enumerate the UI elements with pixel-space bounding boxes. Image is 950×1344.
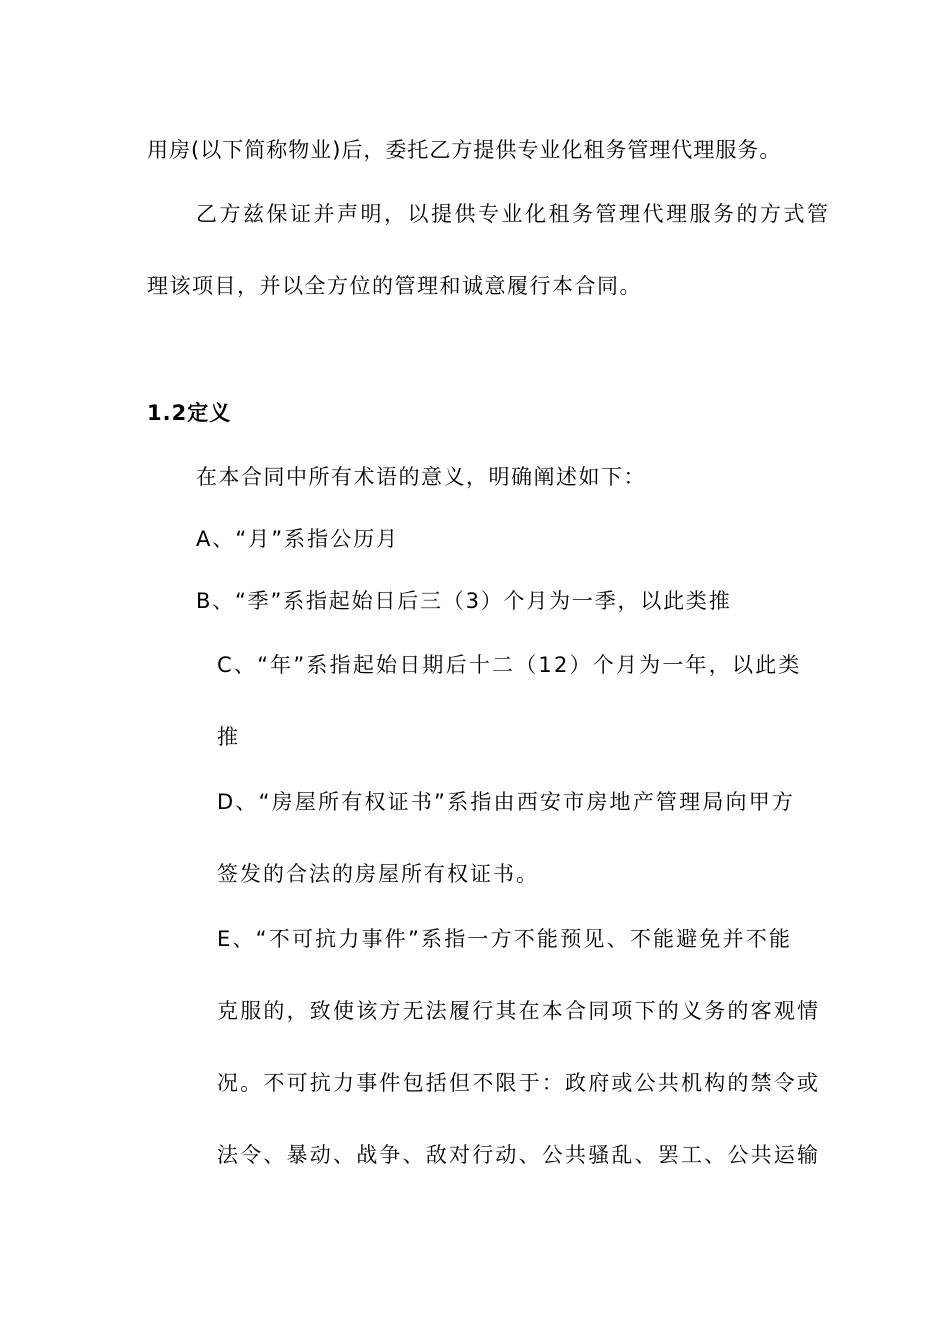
definition-item-e-line-1: E、“不可抗力事件”系指一方不能预见、不能避免并不能 (217, 927, 793, 951)
intro-line-2: 乙方兹保证并声明，以提供专业化租务管理代理服务的方式管 (196, 202, 831, 226)
definition-item-d-line-1: D、“房屋所有权证书”系指由西安市房地产管理局向甲方 (217, 790, 796, 814)
definition-item-c-line-2: 推 (217, 725, 240, 749)
definition-item-d-line-2: 签发的合法的房屋所有权证书。 (217, 862, 539, 886)
definition-item-b: B、“季”系指起始日后三（3）个月为一季，以此类推 (196, 589, 732, 613)
intro-line-1: 用房(以下简称物业)后，委托乙方提供专业化租务管理代理服务。 (147, 138, 782, 162)
section-lead: 在本合同中所有术语的意义，明确阐述如下： (196, 465, 646, 489)
definition-item-e-line-3: 况。不可抗力事件包括但不限于：政府或公共机构的禁令或 (217, 1071, 821, 1095)
definition-item-e-line-2: 克服的，致使该方无法履行其在本合同项下的义务的客观情 (217, 999, 821, 1023)
definition-item-a: A、“月”系指公历月 (196, 527, 400, 551)
definition-item-c-line-1: C、“年”系指起始日期后十二（12）个月为一年，以此类 (217, 653, 802, 677)
section-heading: 1.2定义 (147, 401, 232, 425)
definition-item-e-line-4: 法令、暴动、战争、敌对行动、公共骚乱、罢工、公共运输 (217, 1143, 821, 1167)
intro-line-3: 理该项目，并以全方位的管理和诚意履行本合同。 (147, 274, 642, 298)
